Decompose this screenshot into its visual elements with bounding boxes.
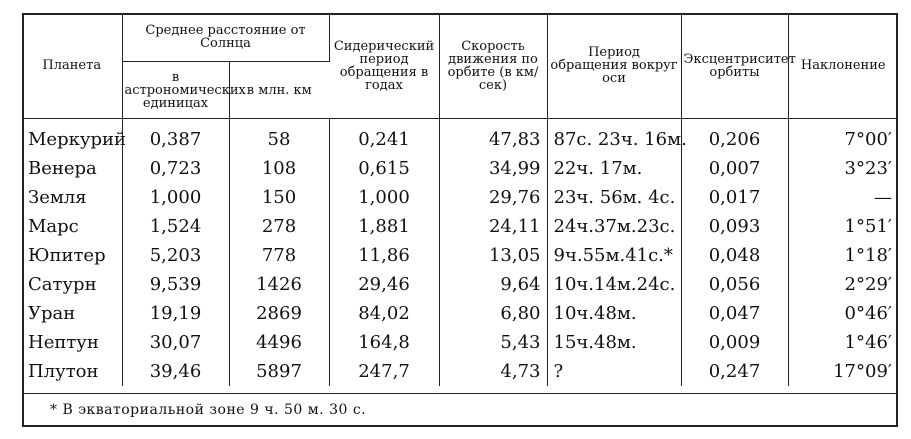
cell-orbital-speed: 6,80 (439, 299, 547, 328)
cell-planet: Плутон (22, 357, 122, 386)
cell-orbital-speed: 9,64 (439, 270, 547, 299)
cell-inclination: 0°46′ (844, 303, 892, 324)
cell-orbital-speed: 34,99 (439, 154, 547, 183)
cell-eccentricity: 0,247 (681, 357, 788, 386)
cell-distance-mkm: 1426 (229, 270, 329, 299)
cell-rotation-period: 15ч.48м. (547, 328, 681, 357)
col-distance-au: в астрономических единицах (122, 62, 229, 119)
table-row (22, 328, 898, 357)
cell-inclination: 17°09′ (833, 361, 892, 382)
cell-rotation-period: 87с. 23ч. 16м. (547, 119, 681, 155)
cell-distance-au: 39,46 (122, 357, 229, 386)
planet-table (22, 13, 898, 386)
cell-eccentricity: 0,048 (681, 241, 788, 270)
col-inclination: Наклонение (788, 13, 898, 119)
table-row (22, 119, 898, 155)
col-orbital-speed: Скорость движения по орбите (в км/сек) (439, 13, 547, 119)
cell-planet: Нептун (22, 328, 122, 357)
table-row (22, 299, 898, 328)
table-row (22, 270, 898, 299)
cell-distance-mkm: 5897 (229, 357, 329, 386)
col-distance-mkm: в млн. км (229, 62, 329, 119)
cell-eccentricity: 0,093 (681, 212, 788, 241)
cell-orbital-speed: 29,76 (439, 183, 547, 212)
cell-distance-mkm: 150 (229, 183, 329, 212)
cell-rotation-period: 10ч.14м.24с. (547, 270, 681, 299)
cell-orbital-speed: 13,05 (439, 241, 547, 270)
cell-distance-au: 1,000 (122, 183, 229, 212)
cell-inclination: 1°51′ (844, 216, 892, 237)
cell-orbital-speed: 47,83 (439, 119, 547, 155)
cell-distance-mkm: 278 (229, 212, 329, 241)
table-row (22, 212, 898, 241)
table-row (22, 357, 898, 386)
cell-sidereal-period: 11,86 (329, 241, 439, 270)
cell-distance-au: 0,723 (122, 154, 229, 183)
cell-eccentricity: 0,017 (681, 183, 788, 212)
cell-inclination: 3°23′ (844, 158, 892, 179)
cell-sidereal-period: 0,241 (329, 119, 439, 155)
cell-eccentricity: 0,056 (681, 270, 788, 299)
footnote (22, 393, 898, 428)
cell-orbital-speed: 4,73 (439, 357, 547, 386)
col-mean-distance: Среднее расстояние от Солнца (122, 13, 329, 62)
cell-distance-au: 9,539 (122, 270, 229, 299)
cell-distance-au: 0,387 (122, 119, 229, 155)
cell-inclination: 1°18′ (844, 245, 892, 266)
cell-distance-au: 30,07 (122, 328, 229, 357)
cell-planet: Меркурий (22, 119, 122, 155)
col-rotation-period: Период обращения вокруг оси (547, 13, 681, 119)
cell-planet: Уран (22, 299, 122, 328)
cell-inclination: — (874, 187, 892, 208)
cell-distance-au: 5,203 (122, 241, 229, 270)
cell-planet: Сатурн (22, 270, 122, 299)
cell-inclination: 1°46′ (844, 332, 892, 353)
cell-orbital-speed: 5,43 (439, 328, 547, 357)
footnote-text: * В экваториальной зоне 9 ч. 50 м. 30 с. (50, 402, 367, 418)
cell-planet: Венера (22, 154, 122, 183)
col-eccentricity: Эксцентриситет орбиты (681, 13, 788, 119)
cell-inclination: 2°29′ (844, 274, 892, 295)
cell-distance-mkm: 778 (229, 241, 329, 270)
cell-sidereal-period: 164,8 (329, 328, 439, 357)
cell-rotation-period: 10ч.48м. (547, 299, 681, 328)
cell-sidereal-period: 0,615 (329, 154, 439, 183)
cell-distance-mkm: 58 (229, 119, 329, 155)
cell-rotation-period: 9ч.55м.41с.* (547, 241, 681, 270)
col-sidereal-period: Сидерический период обращения в годах (329, 13, 439, 119)
cell-planet: Юпитер (22, 241, 122, 270)
cell-sidereal-period: 84,02 (329, 299, 439, 328)
cell-distance-au: 19,19 (122, 299, 229, 328)
cell-eccentricity: 0,206 (681, 119, 788, 155)
cell-rotation-period: 23ч. 56м. 4с. (547, 183, 681, 212)
cell-sidereal-period: 1,881 (329, 212, 439, 241)
cell-sidereal-period: 1,000 (329, 183, 439, 212)
table-row (22, 154, 898, 183)
cell-distance-mkm: 108 (229, 154, 329, 183)
cell-planet: Марс (22, 212, 122, 241)
cell-distance-au: 1,524 (122, 212, 229, 241)
cell-rotation-period: ? (547, 357, 681, 386)
cell-eccentricity: 0,007 (681, 154, 788, 183)
cell-distance-mkm: 4496 (229, 328, 329, 357)
cell-eccentricity: 0,047 (681, 299, 788, 328)
cell-planet: Земля (22, 183, 122, 212)
cell-inclination: 7°00′ (844, 129, 892, 150)
table-row (22, 183, 898, 212)
cell-orbital-speed: 24,11 (439, 212, 547, 241)
cell-eccentricity: 0,009 (681, 328, 788, 357)
cell-rotation-period: 24ч.37м.23с. (547, 212, 681, 241)
cell-sidereal-period: 247,7 (329, 357, 439, 386)
cell-sidereal-period: 29,46 (329, 270, 439, 299)
cell-rotation-period: 22ч. 17м. (547, 154, 681, 183)
table-row (22, 241, 898, 270)
col-planet: Планета (22, 13, 122, 119)
cell-distance-mkm: 2869 (229, 299, 329, 328)
